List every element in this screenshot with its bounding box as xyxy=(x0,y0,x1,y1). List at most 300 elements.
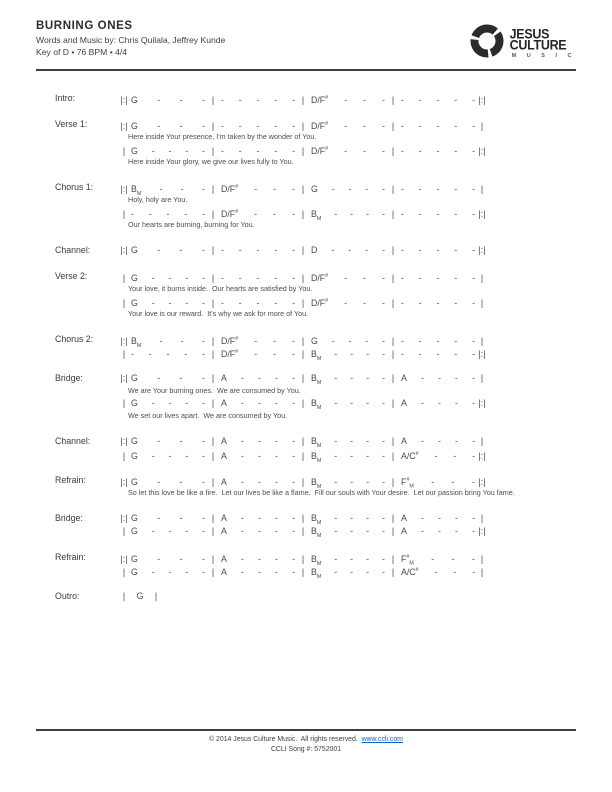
dash: - xyxy=(366,513,370,523)
section-lines xyxy=(117,474,592,499)
dash: - xyxy=(179,245,183,255)
measure xyxy=(221,450,295,463)
dash: - xyxy=(382,436,385,446)
barline: | xyxy=(211,348,215,359)
barline: | xyxy=(211,373,215,383)
section-row xyxy=(36,244,592,257)
section-label: Chorus 1: xyxy=(55,182,94,192)
dash: - xyxy=(438,513,441,523)
dash: - xyxy=(151,526,155,536)
dash: - xyxy=(238,297,242,308)
chord-line xyxy=(117,346,592,362)
dash: - xyxy=(472,145,475,156)
section-lines xyxy=(117,590,592,603)
measure xyxy=(221,181,295,196)
barline: | xyxy=(301,436,305,446)
dash: - xyxy=(179,553,183,564)
lyric-line: Here inside Your glory, we give our lives fully to You. xyxy=(128,157,294,166)
dash: - xyxy=(292,145,295,156)
lyric-line: We are Your burning ones. We are consumed by You. xyxy=(128,386,301,395)
repeat-barline: |:| xyxy=(120,373,128,383)
dash: - xyxy=(453,566,457,577)
chord: A xyxy=(401,436,407,446)
measure xyxy=(311,118,385,133)
chord: G xyxy=(131,145,138,156)
dash: - xyxy=(366,526,370,536)
section-row xyxy=(36,181,592,231)
dash: - xyxy=(382,272,385,283)
dash: - xyxy=(292,398,295,408)
chord: A xyxy=(221,398,227,408)
dash: - xyxy=(185,526,189,536)
dash: - xyxy=(256,145,260,156)
dash: - xyxy=(382,348,385,359)
dash: - xyxy=(350,373,354,383)
dash: - xyxy=(334,566,338,577)
dash: - xyxy=(401,245,404,255)
measure xyxy=(311,450,385,468)
chord: A xyxy=(221,566,227,577)
dash: - xyxy=(382,120,385,131)
section-lines xyxy=(117,181,592,231)
dash: - xyxy=(472,526,475,536)
section-row xyxy=(36,92,592,105)
dash: - xyxy=(420,436,424,446)
barline: | xyxy=(301,566,305,577)
chord: D/F# xyxy=(311,94,329,105)
dash: - xyxy=(157,373,161,383)
dash: - xyxy=(202,553,205,564)
dash: - xyxy=(292,94,295,105)
barline: | xyxy=(211,145,215,156)
measure xyxy=(221,553,295,566)
dash: - xyxy=(350,450,354,461)
barline: | xyxy=(154,591,158,601)
dash: - xyxy=(366,436,370,446)
jesus-culture-logo xyxy=(468,22,576,65)
dash: - xyxy=(438,436,441,446)
logo-word-culture: CULTURE xyxy=(509,36,567,53)
section-lines xyxy=(117,333,592,362)
dash: - xyxy=(438,526,441,536)
barline: | xyxy=(122,591,126,601)
dash: - xyxy=(472,476,475,487)
repeat-barline: |:| xyxy=(120,183,128,194)
dash: - xyxy=(240,513,244,523)
dash: - xyxy=(238,120,242,131)
dash: - xyxy=(240,476,244,487)
dash: - xyxy=(221,94,224,105)
dash: - xyxy=(238,145,242,156)
dash: - xyxy=(350,398,354,408)
dash: - xyxy=(382,208,385,219)
dash: - xyxy=(185,398,189,408)
barline: | xyxy=(301,297,305,308)
barline: | xyxy=(122,398,126,408)
lyric-line: We set our lives apart. We are consumed by You. xyxy=(128,411,288,420)
dash: - xyxy=(275,436,278,446)
chord: G xyxy=(131,553,138,564)
dash: - xyxy=(401,272,404,283)
dash: - xyxy=(168,526,172,536)
dash: - xyxy=(258,436,261,446)
measure xyxy=(401,435,475,448)
barline: | xyxy=(391,553,395,564)
dash: - xyxy=(275,373,278,383)
dash: - xyxy=(202,566,205,577)
section-label: Bridge: xyxy=(55,513,83,523)
chord: G xyxy=(131,450,138,461)
dash: - xyxy=(382,450,385,461)
barline: | xyxy=(301,513,305,523)
section-row xyxy=(36,372,592,422)
dash: - xyxy=(382,297,385,308)
dash: - xyxy=(418,272,422,283)
chord: A xyxy=(221,476,227,487)
barline: | xyxy=(122,297,126,308)
barline: | xyxy=(301,245,305,255)
ccli-song-number: CCLI Song #: 5752001 xyxy=(270,746,342,753)
section-row xyxy=(36,270,592,320)
dash: - xyxy=(436,94,440,105)
chord-line xyxy=(117,564,592,580)
measure xyxy=(401,94,475,107)
song-title: BURNING ONES xyxy=(36,20,133,32)
dash: - xyxy=(151,272,155,283)
chord: G xyxy=(131,94,138,105)
logo-text xyxy=(509,25,576,59)
chord: A xyxy=(221,373,227,383)
dash: - xyxy=(350,566,354,577)
chord-line xyxy=(117,474,592,490)
barline: | xyxy=(301,208,305,219)
lyric-line: Here inside Your presence, I'm taken by the wonder of You. xyxy=(128,132,317,141)
chord: $B_M$ xyxy=(311,348,322,362)
measure xyxy=(401,372,475,385)
barline: | xyxy=(391,398,395,408)
measure xyxy=(311,397,385,415)
dash: - xyxy=(202,297,205,308)
dash: - xyxy=(274,272,278,283)
measure xyxy=(131,244,205,257)
dash: - xyxy=(365,245,369,255)
barline: | xyxy=(301,476,305,487)
section-label: Bridge: xyxy=(55,373,83,383)
copyright-text: © 2014 Jesus Culture Music. All rights reserved. xyxy=(209,736,362,743)
chord: D/F# xyxy=(221,335,239,346)
dash: - xyxy=(240,526,244,536)
barline: | xyxy=(391,120,395,131)
chord-line xyxy=(117,397,592,410)
dash: - xyxy=(418,145,422,156)
section-row xyxy=(36,435,592,464)
barline: | xyxy=(301,120,305,131)
dash: - xyxy=(151,398,155,408)
footer-divider xyxy=(36,729,576,731)
dash: - xyxy=(348,183,352,194)
chord: A/C# xyxy=(401,450,419,461)
chord: $B_M$ xyxy=(131,183,142,197)
chord: G xyxy=(311,335,318,346)
dash: - xyxy=(292,436,295,446)
dash: - xyxy=(350,476,354,487)
measure xyxy=(131,450,205,463)
chord: $B_M$ xyxy=(311,398,322,411)
dash: - xyxy=(455,373,458,383)
measure xyxy=(221,346,295,361)
barline: | xyxy=(391,145,395,156)
measure xyxy=(221,397,295,410)
barline: | xyxy=(391,373,395,383)
barline: | xyxy=(211,566,215,577)
ccli-link[interactable]: www.ccli.com xyxy=(361,736,403,743)
barline: | xyxy=(301,348,305,359)
dash: - xyxy=(418,335,422,346)
measure xyxy=(401,525,475,538)
dash: - xyxy=(221,272,224,283)
dash: - xyxy=(292,450,295,461)
chord: A xyxy=(221,526,227,536)
dash: - xyxy=(472,297,475,308)
barline: | xyxy=(301,183,305,194)
dash: - xyxy=(180,183,184,194)
dash: - xyxy=(202,245,205,255)
dash: - xyxy=(256,272,260,283)
chord: D/F# xyxy=(311,120,329,131)
dash: - xyxy=(292,297,295,308)
dash: - xyxy=(292,526,295,536)
dash: - xyxy=(418,120,422,131)
chord: G xyxy=(131,476,138,487)
dash: - xyxy=(454,183,458,194)
dash: - xyxy=(202,436,205,446)
dash: - xyxy=(455,398,458,408)
dash: - xyxy=(157,245,161,255)
dash: - xyxy=(292,245,295,255)
dash: - xyxy=(292,373,295,383)
dash: - xyxy=(185,566,189,577)
dash: - xyxy=(179,373,183,383)
measure xyxy=(131,94,205,107)
dash: - xyxy=(363,272,367,283)
dash: - xyxy=(202,526,205,536)
dash: - xyxy=(274,245,278,255)
header xyxy=(36,20,576,71)
chord: D xyxy=(311,245,318,255)
chord-line xyxy=(117,551,592,567)
chord: G xyxy=(131,297,138,308)
dash: - xyxy=(472,450,475,461)
dash: - xyxy=(157,436,161,446)
dash: - xyxy=(454,245,458,255)
barline: | xyxy=(301,526,305,536)
chord: G xyxy=(131,398,138,408)
dash: - xyxy=(179,94,183,105)
section-lines xyxy=(117,372,592,422)
dash: - xyxy=(350,553,354,564)
barline: | xyxy=(122,272,126,283)
dash: - xyxy=(455,513,458,523)
dash: - xyxy=(256,94,260,105)
chord-line xyxy=(117,372,592,385)
chord: G xyxy=(131,373,138,383)
dash: - xyxy=(472,373,475,383)
barline: | xyxy=(122,145,126,156)
dash: - xyxy=(202,450,205,461)
chord: A xyxy=(401,526,407,536)
dash: - xyxy=(258,553,261,564)
dash: - xyxy=(254,208,258,219)
repeat-barline: |:| xyxy=(478,398,486,408)
repeat-barline: |:| xyxy=(120,513,128,523)
dash: - xyxy=(273,208,277,219)
dash: - xyxy=(292,272,295,283)
dash: - xyxy=(366,348,370,359)
chord: $B_M$ xyxy=(311,436,322,449)
chord: A xyxy=(221,553,227,564)
dash: - xyxy=(454,120,458,131)
dash: - xyxy=(292,513,295,523)
barline: | xyxy=(391,436,395,446)
measure xyxy=(401,244,475,257)
barline: | xyxy=(391,450,395,461)
chord: A xyxy=(401,373,407,383)
lyric-line: Our hearts are burning, burning for You. xyxy=(128,220,255,229)
chord: D/F# xyxy=(221,208,239,219)
barline: | xyxy=(391,513,395,523)
dash: - xyxy=(151,450,155,461)
section-lines xyxy=(117,118,592,168)
dash: - xyxy=(350,348,354,359)
lyric-line: Your love, it burns inside. Our hearts are satisfied by You. xyxy=(128,284,313,293)
chord: G xyxy=(131,526,138,536)
dash: - xyxy=(350,436,354,446)
dash: - xyxy=(334,348,338,359)
chord-chart xyxy=(36,92,592,616)
dash: - xyxy=(292,335,295,346)
dash: - xyxy=(366,373,370,383)
dash: - xyxy=(382,373,385,383)
repeat-barline: |:| xyxy=(478,450,486,461)
chord: $B_M$ xyxy=(311,513,322,526)
barline: | xyxy=(301,335,305,346)
barline: | xyxy=(391,183,395,194)
barline: | xyxy=(211,476,215,487)
barline: | xyxy=(391,335,395,346)
logo-word-music: M U S I C xyxy=(511,52,576,59)
dash: - xyxy=(179,513,183,523)
dash: - xyxy=(334,513,338,523)
dash: - xyxy=(431,476,435,487)
key-tempo-meter: Key of D • 76 BPM • 4/4 xyxy=(36,47,128,57)
dash: - xyxy=(366,208,370,219)
header-text-block xyxy=(36,20,225,57)
dash: - xyxy=(334,436,338,446)
measure xyxy=(311,244,385,257)
dash: - xyxy=(472,208,475,219)
dash: - xyxy=(382,526,385,536)
barline: | xyxy=(480,553,484,564)
dash: - xyxy=(148,208,152,219)
measure xyxy=(131,435,205,448)
section-lines xyxy=(117,512,592,538)
dash: - xyxy=(334,553,338,564)
chord-line xyxy=(117,512,592,525)
dash: - xyxy=(472,436,475,446)
barline: | xyxy=(480,335,484,346)
dash: - xyxy=(202,476,205,487)
barline: | xyxy=(480,566,484,577)
barline: | xyxy=(391,245,395,255)
dash: - xyxy=(420,373,424,383)
section-label: Refrain: xyxy=(55,475,86,485)
dash: - xyxy=(366,450,370,461)
measure xyxy=(311,566,385,584)
dash: - xyxy=(454,297,458,308)
section-label: Verse 2: xyxy=(55,271,88,281)
chord: $B_M$ xyxy=(311,373,322,386)
section-row xyxy=(36,590,592,603)
dash: - xyxy=(221,245,224,255)
repeat-barline: |:| xyxy=(478,94,486,105)
dash: - xyxy=(157,120,161,131)
repeat-barline: |:| xyxy=(120,94,128,105)
chord-line xyxy=(117,590,592,603)
dash: - xyxy=(366,566,370,577)
barline: | xyxy=(122,566,126,577)
dash: - xyxy=(240,398,244,408)
dash: - xyxy=(131,208,134,219)
dash: - xyxy=(185,450,189,461)
dash: - xyxy=(382,513,385,523)
dash: - xyxy=(472,335,475,346)
measure xyxy=(401,335,475,348)
dash: - xyxy=(202,94,205,105)
chord-line xyxy=(117,295,592,308)
barline: | xyxy=(391,526,395,536)
chord-line xyxy=(117,244,592,257)
dash: - xyxy=(472,566,475,577)
dash: - xyxy=(418,94,422,105)
repeat-barline: |:| xyxy=(478,208,486,219)
barline: | xyxy=(480,183,484,194)
dash: - xyxy=(256,120,260,131)
dash: - xyxy=(436,245,440,255)
barline: | xyxy=(301,553,305,564)
barline: | xyxy=(391,94,395,105)
byline: Words and Music by: Chris Quilala, Jeffrey Kunde xyxy=(36,35,226,45)
dash: - xyxy=(454,272,458,283)
barline: | xyxy=(122,526,126,536)
dash: - xyxy=(185,145,189,156)
segmented-ring-icon xyxy=(468,22,506,65)
measure xyxy=(131,397,205,410)
dash: - xyxy=(331,245,335,255)
section-label: Channel: xyxy=(55,245,91,255)
chord: G xyxy=(131,245,138,255)
dash: - xyxy=(382,183,385,194)
dash: - xyxy=(254,348,258,359)
section-label: Verse 1: xyxy=(55,119,88,129)
dash: - xyxy=(202,120,205,131)
dash: - xyxy=(258,513,261,523)
lyric-line: Your love is our reward. It's why we ask for more of You. xyxy=(128,309,309,318)
measure xyxy=(311,525,385,543)
repeat-barline: |:| xyxy=(120,476,128,487)
dash: - xyxy=(168,398,172,408)
repeat-barline: |:| xyxy=(478,348,486,359)
dash: - xyxy=(420,526,424,536)
